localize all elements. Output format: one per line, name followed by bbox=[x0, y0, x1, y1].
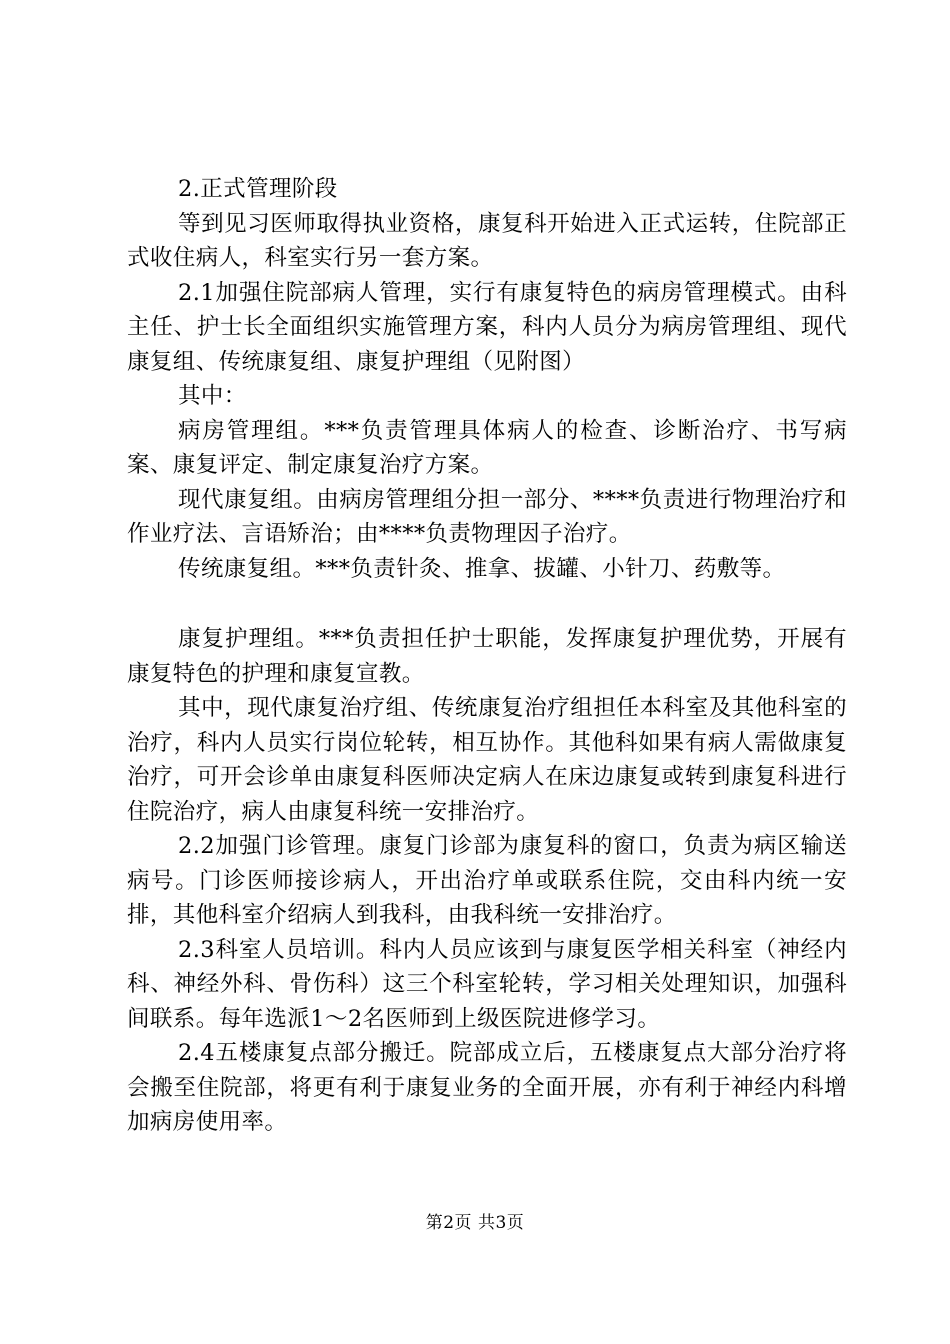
page-number-footer: 第2页 共3页 bbox=[425, 1213, 525, 1233]
section-heading: 2.正式管理阶段 bbox=[178, 176, 338, 202]
paragraph: 其中： bbox=[178, 383, 247, 409]
paragraph: 2.3科室人员培训。科内人员应该到与康复医学相关科室（神经内科、神经外科、骨伤科）这三个科室轮转，学习相关处理知识，加强科间联系。每年选派1～2名医师到上级医院进修学习。 bbox=[127, 936, 847, 1032]
paragraph: 2.2加强门诊管理。康复门诊部为康复科的窗口，负责为病区输送病号。门诊医师接诊病人，开出治疗单或联系住院，交由科内统一安排，其他科室介绍病人到我科，由我科统一安排治疗。 bbox=[127, 833, 847, 928]
document-body bbox=[127, 172, 847, 1140]
paragraph: 等到见习医师取得执业资格，康复科开始进入正式运转，住院部正式收住病人，科室实行另一套方案。 bbox=[127, 210, 847, 271]
paragraph: 传统康复组。***负责针灸、推拿、拔罐、小针刀、药敷等。 bbox=[178, 555, 786, 582]
paragraph: 现代康复组。由病房管理组分担一部分、****负责进行物理治疗和作业疗法、言语矫治；由****负责物理因子治疗。 bbox=[127, 486, 847, 547]
paragraph: 2.1加强住院部病人管理，实行有康复特色的病房管理模式。由科主任、护士长全面组织实施管理方案，科内人员分为病房管理组、现代康复组、传统康复组、康复护理组（见附图） bbox=[127, 279, 847, 375]
paragraph: 病房管理组。***负责管理具体病人的检查、诊断治疗、书写病案、康复评定、制定康复治疗方案。 bbox=[127, 417, 847, 478]
paragraph: 其中，现代康复治疗组、传统康复治疗组担任本科室及其他科室的治疗，科内人员实行岗位轮转，相互协作。其他科如果有病人需做康复治疗，可开会诊单由康复科医师决定病人在床边康复或转到康复科进行住院治疗，病人由康复科统一安排治疗。 bbox=[127, 695, 847, 825]
paragraph: 康复护理组。***负责担任护士职能，发挥康复护理优势，开展有康复特色的护理和康复宣教。 bbox=[127, 626, 847, 687]
paragraph: 2.4五楼康复点部分搬迁。院部成立后，五楼康复点大部分治疗将会搬至住院部，将更有利于康复业务的全面开展，亦有利于神经内科增加病房使用率。 bbox=[127, 1040, 847, 1135]
